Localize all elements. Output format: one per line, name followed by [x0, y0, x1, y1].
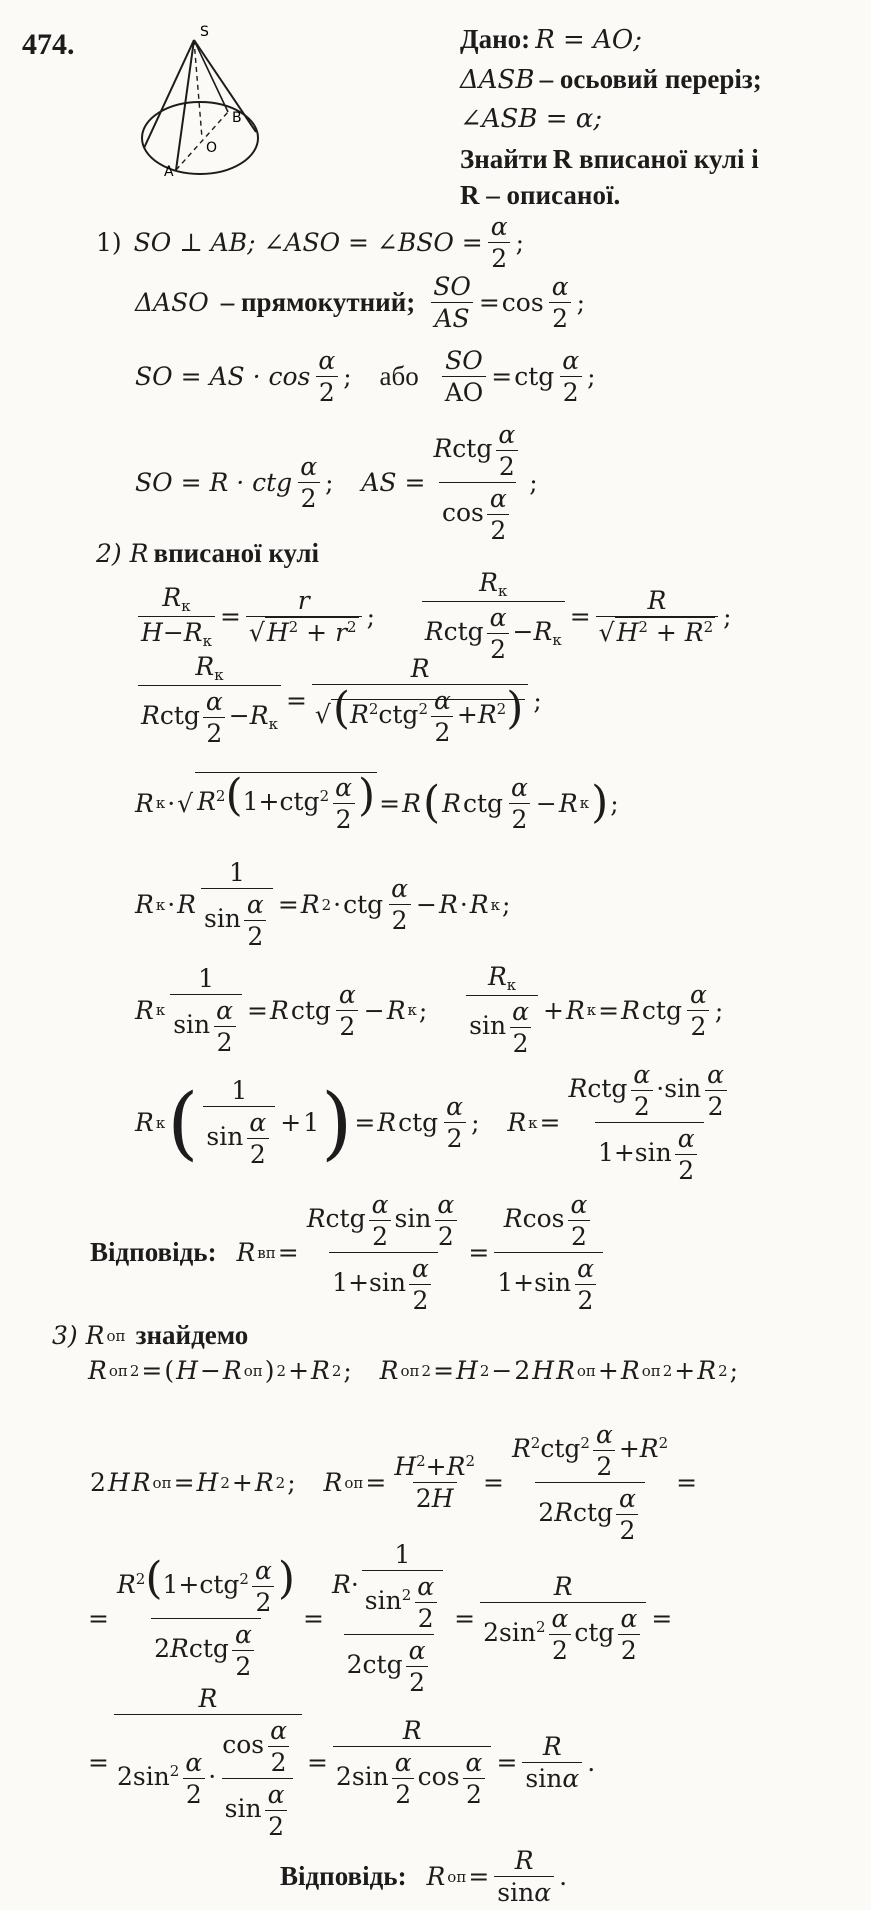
label-O: O: [206, 140, 218, 156]
given-line-2: ΔASB – осьовий переріз;: [460, 64, 762, 95]
answer-2: Відповідь: R оп = $\frac{R}{\sin\alpha}$ .: [280, 1846, 568, 1907]
step3-eq3: = $R^2(1+ctg^2$ $\frac{\alpha}{2}$ ) 2Rctg $\frac{\alpha}{2}$ = R· 1 $\sin^2$ $\frac{\alpha}{2}$ 2ctg $\frac{\alpha}{2}$ = R $2\sin^2$ $\frac{\alpha}{2}$ ctg $\frac{\alpha}{2}$ =: [88, 1540, 673, 1697]
step2-eq6: R к ( 1 sin $\frac{\alpha}{2}$ + 1 ) = R ctg $\frac{\alpha}{2}$ ; R к = Rctg $\frac{\alpha}{2}$ ·sin $\frac{\alpha}{2}$ 1+sin $\frac{\alpha}{2}$: [135, 1060, 736, 1185]
given-line-1: Дано: R = AO;: [460, 24, 642, 55]
step3-eq1: R оп 2 = ( H − R оп ) 2 + R 2 ; R оп 2 = H 2 − 2 H R оп + R оп 2 + R 2 ;: [88, 1356, 739, 1385]
step2-eq1: $\frac{R_к}{H-R_к}$ = $\frac{r}{√H^2 + r^2}$ ; $R_к$ Rctg $\frac{\alpha}{2}$ $-R_к$ = $\frac{R}{√H^2 + R^2}$ ;: [135, 568, 732, 664]
given-line-3: ∠ASB = α;: [460, 104, 603, 134]
given-line-5: R – описаної.: [460, 180, 621, 210]
step3-eq4: = R $2\sin^2$ $\frac{\alpha}{2}$ · cos $\frac{\alpha}{2}$ sin $\frac{\alpha}{2}$ = R 2sin $\frac{\alpha}{2}$ cos $\frac{\alpha}{2}$ = $\frac{R}{\sin\alpha}$ .: [88, 1684, 596, 1841]
answer-1: Відповідь: R вп = Rctg $\frac{\alpha}{2}$ sin $\frac{\alpha}{2}$ 1+sin $\frac{\alpha}{2}$ = Rcos $\frac{\alpha}{2}$ 1+sin $\frac{\alpha}{2}$: [90, 1190, 606, 1315]
step2-heading: 2) R вписаної кулі: [96, 538, 319, 568]
step2-eq2: $R_к$ Rctg $\frac{\alpha}{2}$ $-R_к$ = R $√(R^2ctg^2$ $\frac{\alpha}{2}$ $+R^2$) ;: [135, 652, 542, 748]
label-S: S: [200, 24, 209, 40]
label-A: A: [164, 164, 174, 180]
step1-line4: SO = R · ctg $\frac{\alpha}{2}$ ; AS = Rctg $\frac{\alpha}{2}$ cos $\frac{\alpha}{2}$ ;: [135, 420, 538, 545]
step2-eq4: R к · R 1 sin $\frac{\alpha}{2}$ = R 2 · ctg $\frac{\alpha}{2}$ − R · R к ;: [135, 858, 511, 951]
step2-eq5: R к 1 sin $\frac{\alpha}{2}$ = R ctg $\frac{\alpha}{2}$ − R к ; $R_к$ sin $\frac{\alpha}{2}$ + R к = R ctg $\frac{\alpha}{2}$ ;: [135, 962, 724, 1058]
cone-right-edge: [194, 40, 256, 132]
step1-line3: SO = AS · cos $\frac{\alpha}{2}$ ; або $\frac{SO}{AO}$ = ctg $\frac{\alpha}{2}$ ;: [135, 346, 596, 407]
problem-number: 474.: [22, 28, 75, 61]
step3-heading: 3) R оп знайдемо: [52, 1320, 249, 1350]
cone-figure: [120, 20, 280, 195]
step2-eq3: R к · √ $R^2(1+ctg^2$ $\frac{\alpha}{2}$ ) = R ( R ctg $\frac{\alpha}{2}$ − R к ) ;: [135, 770, 619, 834]
label-B: B: [232, 110, 242, 126]
step1-line1: 1) SO ⊥ AB; ∠ASO = ∠BSO = $\frac{\alpha}{2}$ ;: [96, 212, 525, 273]
given-line-4: Знайти R вписаної кулі і: [460, 144, 759, 174]
step1-line2: ΔASO – прямокутний; $\frac{SO}{AS}$ = cos $\frac{\alpha}{2}$ ;: [135, 272, 586, 333]
step3-eq2: 2 H R оп = H 2 + R 2 ; R оп = $\frac{H^2+R^2}{2H}$ = $R^2ctg^2$ $\frac{\alpha}{2}$ $+R^2$ 2Rctg $\frac{\alpha}{2}$ =: [90, 1420, 698, 1545]
